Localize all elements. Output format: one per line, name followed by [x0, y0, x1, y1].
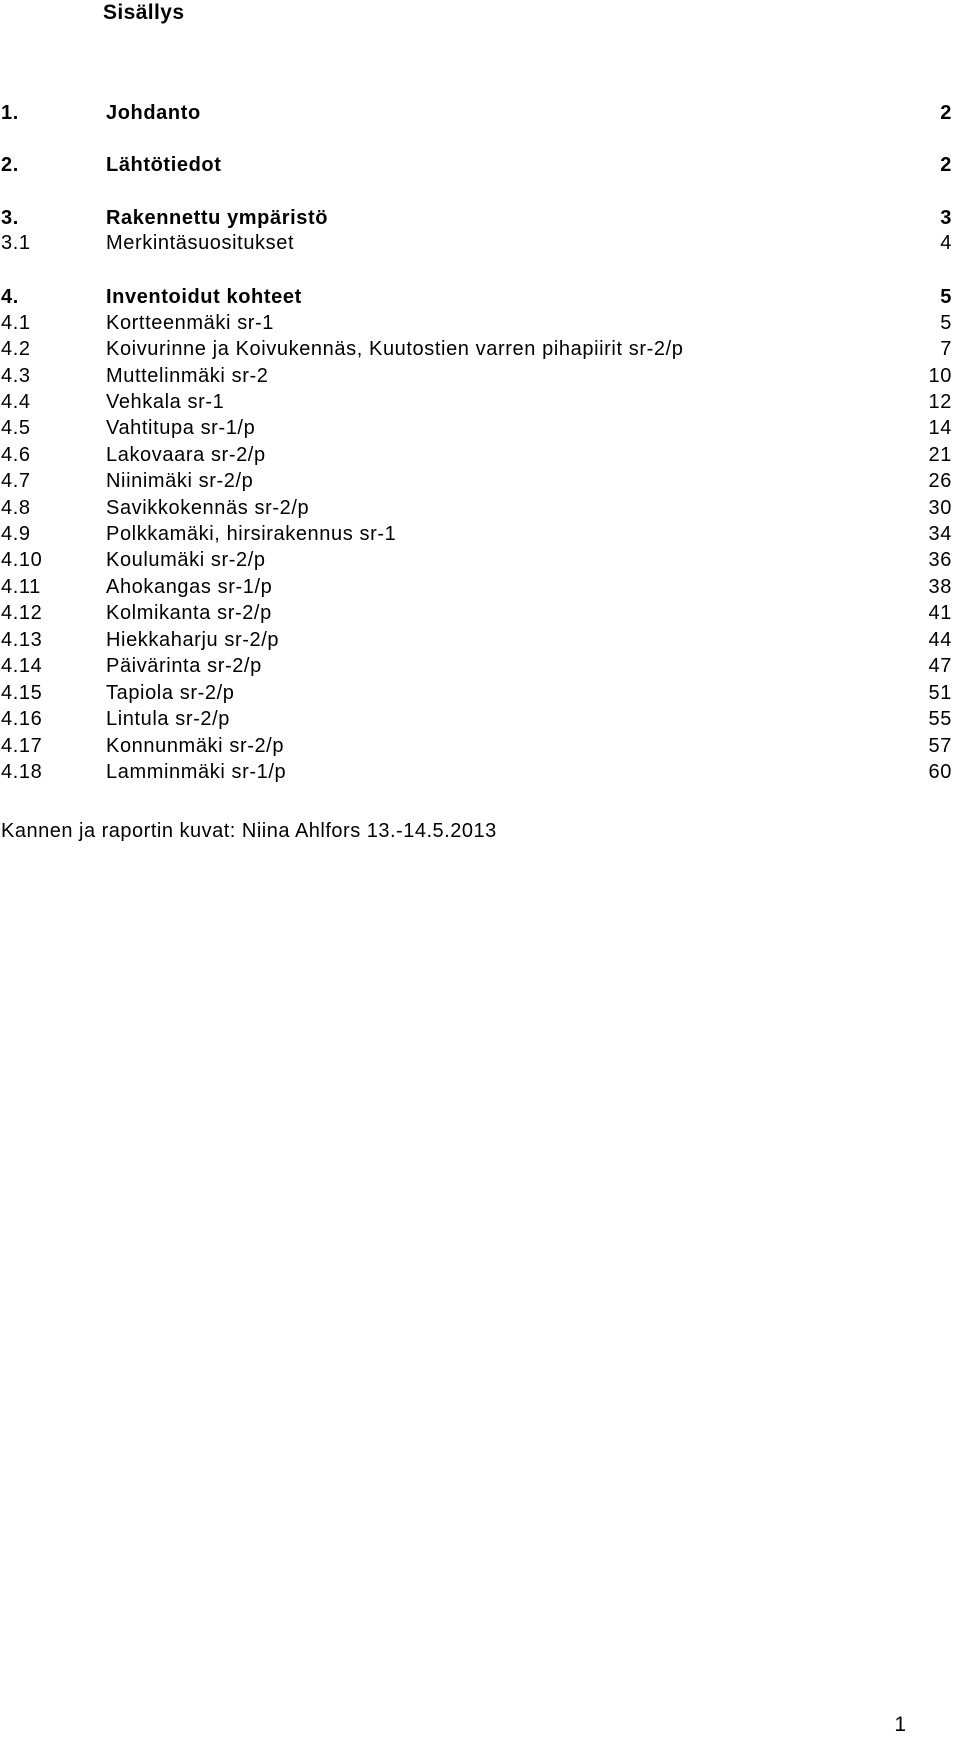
toc-page: 51 [928, 682, 952, 704]
toc-number: 4.15 [1, 682, 43, 704]
toc-number: 4. [1, 286, 19, 308]
toc-title: Koulumäki sr-2/p [106, 549, 266, 571]
toc-page: 7 [940, 338, 952, 360]
toc-number: 4.12 [1, 602, 43, 624]
toc-number: 3.1 [1, 232, 31, 254]
toc-row [0, 598, 958, 628]
toc-number: 4.8 [1, 497, 31, 519]
toc-number: 4.11 [1, 576, 41, 598]
toc-title: Savikkokennäs sr-2/p [106, 497, 310, 519]
page-number: 1 [894, 1713, 906, 1736]
toc-page: 41 [928, 602, 952, 624]
toc-number: 4.1 [1, 312, 31, 334]
toc-title: Kortteenmäki sr-1 [106, 312, 275, 334]
toc-number: 1. [1, 102, 19, 124]
toc-row [0, 704, 958, 734]
toc-page: 14 [928, 417, 952, 439]
toc-number: 2. [1, 154, 19, 176]
toc-row [0, 334, 958, 364]
toc-number: 4.13 [1, 629, 43, 651]
toc-number: 4.10 [1, 549, 43, 571]
toc-title: Johdanto [106, 102, 201, 124]
toc-row [0, 150, 958, 180]
toc-number: 4.18 [1, 761, 43, 783]
toc-page: 47 [928, 655, 952, 677]
toc-title: Muttelinmäki sr-2 [106, 365, 269, 387]
toc-title: Lakovaara sr-2/p [106, 444, 266, 466]
toc-number: 4.17 [1, 735, 43, 757]
toc-number: 4.16 [1, 708, 43, 730]
toc-row [0, 228, 958, 258]
toc-number: 4.7 [1, 470, 31, 492]
page-title: Sisällys [103, 1, 185, 24]
toc-page: 10 [928, 365, 952, 387]
toc-page: 2 [940, 154, 952, 176]
toc-number: 4.2 [1, 338, 31, 360]
toc-title: Ahokangas sr-1/p [106, 576, 273, 598]
toc-title: Hiekkaharju sr-2/p [106, 629, 280, 651]
toc-page: 26 [928, 470, 952, 492]
toc-number: 4.9 [1, 523, 31, 545]
toc-row [0, 98, 958, 128]
toc-number: 4.3 [1, 365, 31, 387]
toc-page: 21 [928, 444, 952, 466]
toc-title: Lamminmäki sr-1/p [106, 761, 287, 783]
toc-page: 12 [928, 391, 952, 413]
toc-row [0, 651, 958, 681]
toc-row [0, 545, 958, 575]
toc-row [0, 413, 958, 443]
toc-title: Lintula sr-2/p [106, 708, 231, 730]
toc-page: 30 [928, 497, 952, 519]
toc-title: Merkintäsuositukset [106, 232, 295, 254]
toc-title: Tapiola sr-2/p [106, 682, 235, 704]
toc-title: Kolmikanta sr-2/p [106, 602, 272, 624]
toc-title: Koivurinne ja Koivukennäs, Kuutostien varren pihapiirit sr-2/p [106, 338, 684, 360]
toc-page: 44 [928, 629, 952, 651]
toc-page: 5 [940, 312, 952, 334]
toc-title: Lähtötiedot [106, 154, 222, 176]
toc-title: Rakennettu ympäristö [106, 207, 329, 229]
toc-page: 3 [940, 207, 952, 229]
toc-page: 60 [928, 761, 952, 783]
toc-page: 5 [940, 286, 952, 308]
toc-number: 4.5 [1, 417, 31, 439]
toc-title: Inventoidut kohteet [106, 286, 302, 308]
toc-title: Vehkala sr-1 [106, 391, 225, 413]
toc-page: 34 [928, 523, 952, 545]
toc-title: Niinimäki sr-2/p [106, 470, 254, 492]
toc-row [0, 757, 958, 787]
toc-page: 36 [928, 549, 952, 571]
toc-number: 3. [1, 207, 19, 229]
toc-number: 4.4 [1, 391, 31, 413]
toc-title: Päivärinta sr-2/p [106, 655, 262, 677]
toc-title: Vahtitupa sr-1/p [106, 417, 256, 439]
toc-page: 57 [928, 735, 952, 757]
toc-number: 4.6 [1, 444, 31, 466]
toc-title: Konnunmäki sr-2/p [106, 735, 285, 757]
photo-credits: Kannen ja raportin kuvat: Niina Ahlfors 13.-14.5.2013 [1, 820, 497, 842]
toc-page: 2 [940, 102, 952, 124]
toc-number: 4.14 [1, 655, 43, 677]
toc-page: 55 [928, 708, 952, 730]
toc-row [0, 466, 958, 496]
toc-title: Polkkamäki, hirsirakennus sr-1 [106, 523, 397, 545]
toc-page: 38 [928, 576, 952, 598]
toc-page: 4 [940, 232, 952, 254]
